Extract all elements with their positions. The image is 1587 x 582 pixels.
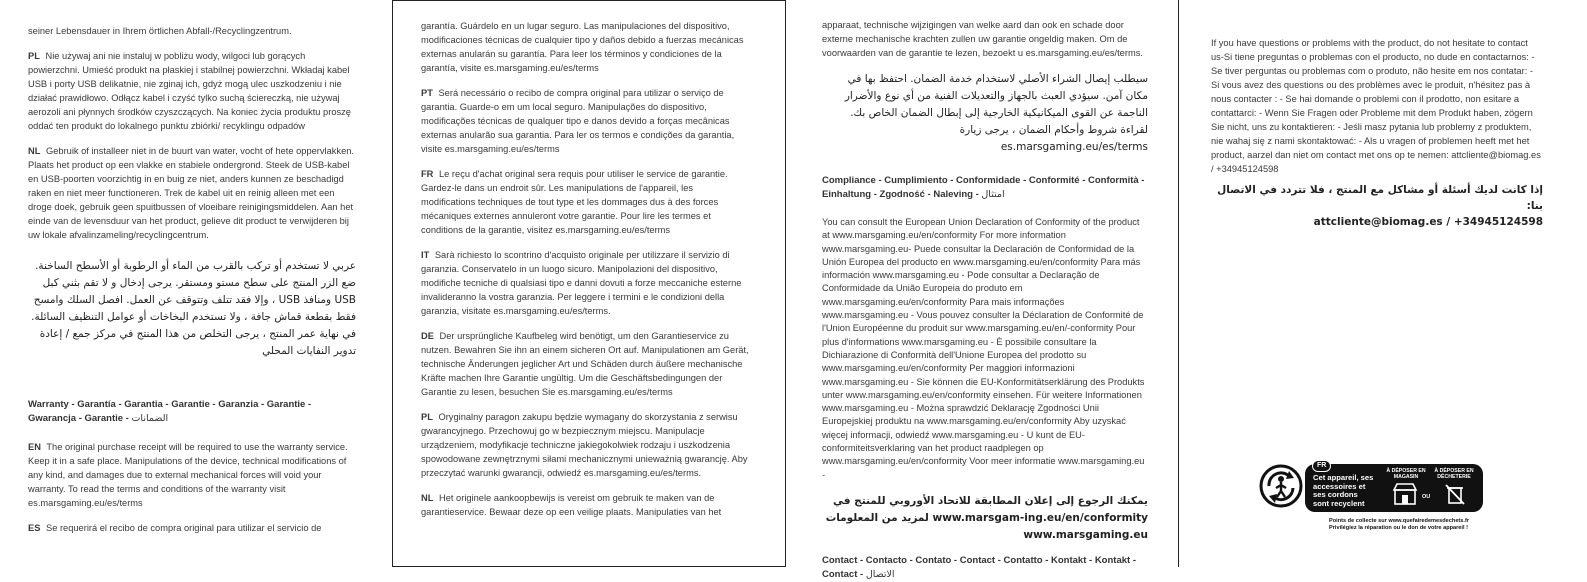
- panel-compliance: [786, 0, 1178, 580]
- lang-code: DE: [421, 331, 434, 341]
- paragraph-text: Nie używaj ani nie instaluj w pobliżu wody, wilgoci lub gorących powierzchni. Umieść produkt na płaskiej i stabilnej powierzchni. Wkładaj kabel USB i porty USB delikatnie, nie zginaj ich, gdyż mogą ulec uszkodzeniu i nie działać prawidłowo. Odłącz kabel i czyść tylko suchą ściereczką, nie używaj aerozoli ani płynnych środków czyszczących. Na koniec życia produktu proszę oddać ten produkt do lokalnego punktu zbiórki/ recyklingu odpadów: [28, 51, 351, 131]
- arabic-contact-line: إذا كانت لديك أسئلة أو مشاكل مع المنتج ، فلا تتردد في الاتصال بنا:: [1217, 184, 1543, 212]
- triman-info-box: [1305, 464, 1483, 512]
- recycling-person-icon: [1259, 464, 1303, 508]
- panel-contact: [1178, 0, 1587, 567]
- contact-heading-text: Contact - Contacto - Contato - Contact - Contatto - Kontakt - Kontakt - Contact -: [822, 554, 1136, 580]
- es-warranty-paragraph: [28, 521, 356, 535]
- paragraph-text: Het originele aankoopbewijs is vereist om gebruik te maken van de garantieservice. Bewaar deze op een veilige plaats. Manipulaties van het: [421, 493, 722, 517]
- pl-safety-paragraph: [28, 49, 356, 133]
- lang-code: NL: [28, 146, 41, 156]
- crossed-bin-icon: [1443, 482, 1467, 506]
- lang-code: EN: [28, 442, 41, 452]
- arabic-warranty-paragraph: سيطلب إيصال الشراء الأصلي لاستخدام خدمة الضمان. احتفظ بها في مكان آمن. سيؤدي العبث بالجهاز والتعديلات الفنية من أي نوع والأضرار الناجمة عن القوى الميكانيكية الخارجية إلى إبطال الضمان الخاص بك. لقراءة شروط وأحكام الضمان ، يرجى زيارة es.marsgaming.eu/es/terms: [844, 73, 1148, 153]
- lang-code: IT: [421, 250, 430, 260]
- warranty-heading-arabic: الضمانات: [131, 413, 169, 424]
- fr-badge: FR: [1312, 460, 1331, 472]
- collection-points-text: Points de collecte sur www.quefairedemesdechets.fr: [1329, 518, 1469, 524]
- en-warranty-paragraph: [28, 440, 356, 510]
- panel-safety-warranty: [0, 0, 392, 567]
- repair-donation-text: Privilégiez la réparation ou le don de votre appareil !: [1329, 525, 1468, 531]
- panel-warranty-languages: [392, 0, 786, 567]
- warranty-heading-text: Warranty - Garantía - Garantia - Garantie - Garanzia - Garantie - Gwarancja - Garantie -: [28, 399, 312, 424]
- contact-paragraph: If you have questions or problems with the product, do not hesitate to contact us-Si tiene preguntas o problemas con el producto, no dude en contactarnos: - Se tiver perguntas ou problemas com o produto, não hesite em nos contatar: - Si vous avez des questions ou des problèmes avec le produit, n'hésitez pas à nous contacter : - Se hai domande o problemi con il prodotto, non esitare a contattarci: - Wenn Sie Fragen oder Probleme mit dem Produkt haben, zögern Sie nicht, uns zu kontaktieren: - Jeśli masz pytania lub problemy z produktem, nie wahaj się z nami skontaktować: - Als u vragen of problemen heeft met het product, aarzel dan niet om contact met ons op te nemen: attcliente@biomag.es / +34945124598: [1211, 38, 1541, 174]
- or-label: OU: [1422, 494, 1431, 500]
- triman-recycling-logo: [1259, 458, 1519, 538]
- paragraph-text: Gebruik of installeer niet in de buurt van water, vocht of hete oppervlakken. Plaats het product op een vlakke en stabiele ondergrond. Steek de USB-kabel en USB-poorten voorzichtig in en buig ze niet, anders kunnen ze beschadigd raken en niet meer functioneren. Trek de kabel uit en reinig alleen met een droge doek, gebruik geen spuitbussen of vloeibare reinigingsmiddelen. Aan het einde van de levensduur van het product, gelieve dit product te verwijderen bij uw lokale afvalinzameling/recyclingcentrum.: [28, 146, 355, 240]
- intro-text: seiner Lebensdauer in Ihrem örtlichen Abfall-/Recyclingzentrum.: [28, 26, 292, 36]
- compliance-heading-arabic: امتثال: [981, 189, 1005, 200]
- contact-heading-arabic: الاتصال: [865, 568, 895, 580]
- es-warranty-continued: garantía. Guárdelo en un lugar seguro. Las manipulaciones del dispositivo, modificaciones técnicas de cualquier tipo y daños debido a fuerzas mecánicas externas anularán su garantía. Para leer los términos y condiciones de la garantía, visite es.marsgaming.eu/es/terms: [421, 21, 744, 73]
- nl-warranty-paragraph: [421, 491, 749, 519]
- lang-code: PT: [421, 88, 433, 98]
- lang-code: PL: [28, 51, 40, 61]
- nl-safety-paragraph: [28, 144, 356, 242]
- store-icon: [1392, 482, 1418, 506]
- lang-code: FR: [421, 169, 434, 179]
- fr-warranty-paragraph: [421, 167, 749, 237]
- paragraph-text: Sarà richiesto lo scontrino d'acquisto originale per utilizzare il servizio di garanzia. Conservatelo in un luogo sicuro. Manipolazioni del dispositivo, modifiche tecniche di qualsiasi tipo e danni dovuti a forze meccaniche esterne invalideranno la vostra garanzia. Per leggere i termini e le condizioni della garanzia, visitate es.marsgaming.eu/es/terms.: [421, 250, 742, 316]
- paragraph-text: Der ursprüngliche Kaufbeleg wird benötigt, um den Garantieservice zu nutzen. Bewahren Sie ihn an einem sicheren Ort auf. Manipulationen am Gerät, technische Änderungen jeglicher Art und Schäden durch äußere mechanische Kräfte machen Ihre Garantie ungültig. Um die Geschäftsbedingungen der Garantie zu lesen, besuchen Sie es.marsgaming.eu/es/terms: [421, 331, 749, 397]
- compliance-heading: [822, 174, 1148, 202]
- conformity-paragraph: You can consult the European Union Declaration of Conformity of the product at www.marsgaming.eu/en/conformity For more information www.marsgaming.eu- Puede consultar la Declaración de Conformidad de la Unión Europea del producto en www.marsgaming.eu/en/conformity Para más información www.marsgaming.eu - Pode consultar a Declaração de Conformidade da União Europeia do produto em www.marsgaming.eu/en/conformity Para mais informações www.marsgaming.eu - Vous pouvez consulter la Déclaration de Conformité de l'Union Européenne du produit sur www.marsgaming.eu/en/-conformity Pour plus d'informations www.marsgaming.eu - È possibile consultare la Dichiarazione di Conformità dell'Unione Europea del prodotto su www.marsgaming.eu/en/conformity Per maggiori informazioni www.marsgaming.eu - Sie können die EU-Konformitätserklärung des Produkts unter www.marsgaming.eu/en/conformity einsehen. Für weitere Informationen www.marsgaming.eu - Można sprawdzić Deklarację Zgodności Unii Europejskiej produktu na www.marsgaming.eu/en/conformity Aby uzyskać więcej informacji, odwiedź www.marsgaming.eu - U kunt de EU-conformiteitsverklaring van het product raadplegen op www.marsgaming.eu/en/conformity Voor meer informatie www.marsgaming.eu -: [822, 217, 1145, 480]
- paragraph-text: Será necessário o recibo de compra original para utilizar o serviço de garantia. Guarde-o em um local seguro. Manipulações do dispositivo, modificações técnicas de qualquer tipo e danos devido a forças mecânicas externas anularão sua garantia. Para ler os termos e condições da garantia, visite es.marsgaming.eu/es/terms: [421, 88, 735, 154]
- pl-warranty-paragraph: [421, 410, 749, 480]
- contact-email-phone: attcliente@biomag.es / +34945124598: [1313, 216, 1543, 228]
- warranty-heading: [28, 398, 356, 426]
- compliance-heading-text: Compliance - Cumplimiento - Conformidade - Conformité - Conformità - Einhaltung - Zgodność - Naleving -: [822, 175, 1145, 200]
- triman-main-text: Cet appareil, ses accessoires et ses cordons sont recyclent: [1313, 473, 1374, 508]
- drop-dump-label: À DÉPOSER EN DÉCHETERIE: [1434, 468, 1474, 480]
- it-warranty-paragraph: [421, 248, 749, 318]
- drop-store-label: À DÉPOSER EN MAGASIN: [1386, 468, 1426, 480]
- paragraph-text: Se requerirá el recibo de compra original para utilizar el servicio de: [46, 523, 322, 533]
- contact-heading: [822, 554, 1148, 582]
- arabic-safety-paragraph: عربي لا تستخدم أو تركب بالقرب من الماء أو الرطوبة أو الأسطح الساخنة. ضع الزر المنتج على سطح مستو ومستقر. يرجى إدخال و لا تقم بثني كبل USB ومنافذ USB ، وإلا فقد تتلف وتتوقف عن العمل. افصل السلك وامسح فقط بقطعة قماش جافة ، ولا تستخدم البخاخات أو عوامل التنظيف السائلة. في نهاية عمر المنتج ، يرجى التخلص من هذا المنتج في مركز جمع / إعادة تدوير النفايات المحلي: [31, 260, 356, 357]
- de-warranty-paragraph: [421, 329, 749, 399]
- pt-warranty-paragraph: [421, 86, 749, 156]
- lang-code: PL: [421, 412, 433, 422]
- paragraph-text: Oryginalny paragon zakupu będzie wymagany do skorzystania z serwisu gwarancyjnego. Przechowuj go w bezpiecznym miejscu. Manipulacje urządzeniem, modyfikacje techniczne jakiegokolwiek rodzaju i uszkodzenia spowodowane zewnętrznymi siłami mechanicznymi unieważnią gwarancję. Aby przeczytać warunki gwarancji, odwiedź es.marsgaming.eu/es/terms.: [421, 412, 748, 478]
- arabic-conformity-paragraph: يمكنك الرجوع إلى إعلان المطابقة للاتحاد الأوروبي للمنتج في www.marsgam-ing.eu/en/conformity لمزيد من المعلومات www.marsgaming.eu: [825, 494, 1148, 541]
- lang-code: ES: [28, 523, 41, 533]
- paragraph-text: Le reçu d'achat original sera requis pour utiliser le service de garantie. Gardez-le dans un endroit sûr. Les manipulations de l'appareil, les modifications techniques de tout type et les dommages dus à des forces mécaniques externes annuleront votre garantie. Pour lire les termes et conditions de la garantie, visitez es.marsgaming.eu/es/terms: [421, 169, 728, 235]
- paragraph-text: The original purchase receipt will be required to use the warranty service. Keep it in a safe place. Manipulations of the device, technical modifications of any kind, and damages due to external mechanical forces will void your warranty. To read the terms and conditions of the warranty visit es.marsgaming.eu/es/terms: [28, 442, 348, 508]
- nl-warranty-continued: apparaat, technische wijzigingen van welke aard dan ook en schade door externe mechanische krachten zullen uw garantie ongeldig maken. Om de voorwaarden van de garantie te lezen, bezoekt u es.marsgaming.eu/es/terms.: [822, 20, 1143, 58]
- lang-code: NL: [421, 493, 434, 503]
